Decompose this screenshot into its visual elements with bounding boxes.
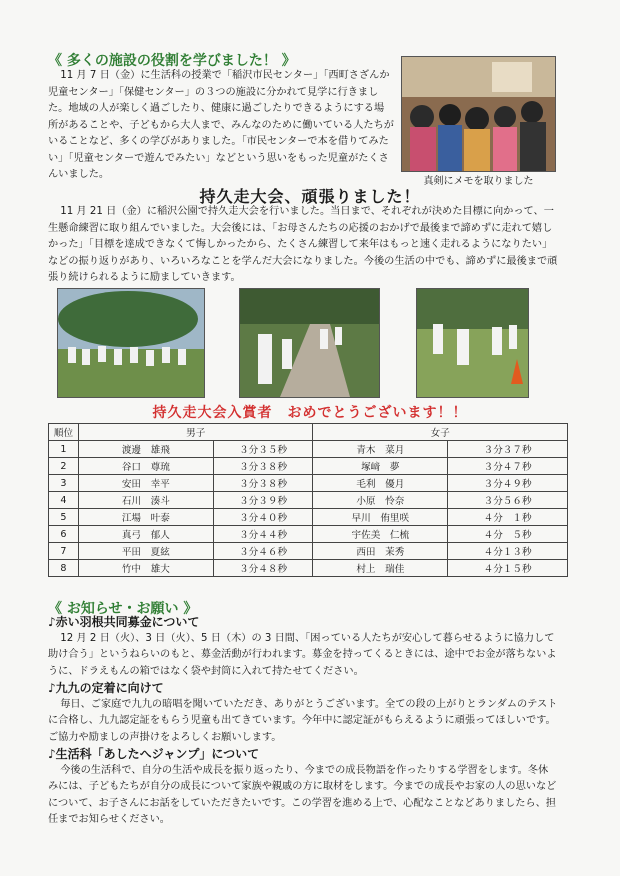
girl-name-cell: 塚﨑 夢 [313, 458, 448, 475]
girl-name-cell: 小原 怜奈 [313, 492, 448, 509]
boy-name-cell: 谷口 尊琉 [78, 458, 213, 475]
girl-time-cell: ３分４９秒 [448, 475, 568, 492]
rank-cell: 2 [49, 458, 79, 475]
section2-heading: 持久走大会、頑張りました！ [199, 187, 421, 206]
boy-name-cell: 石川 湊斗 [78, 492, 213, 509]
boy-name-cell: 平田 夏絃 [78, 543, 213, 560]
section1-heading: 《 多くの施設の役割を学びました！ 》 [48, 53, 296, 69]
boy-name-cell: 江場 叶泰 [78, 509, 213, 526]
race-photo-3 [416, 288, 529, 398]
girl-time-cell: ４分 ５秒 [448, 526, 568, 543]
boy-time-cell: ３分３５秒 [213, 441, 313, 458]
girl-name-cell: 村上 瑞佳 [313, 560, 448, 577]
rank-header: 順位 [49, 424, 79, 441]
girl-time-cell: ４分１５秒 [448, 560, 568, 577]
table-row [49, 441, 568, 458]
table-row [49, 560, 568, 577]
girl-time-cell: ３分４７秒 [448, 458, 568, 475]
notice-title-multiplication: ♪九九の定着に向けて [48, 681, 164, 695]
rank-cell: 8 [49, 560, 79, 577]
table-row [49, 543, 568, 560]
notice-body-multiplication: 毎日、ご家庭で九九の暗唱を聞いていただき、ありがとうございます。全ての段の上がりとランダムのテストに合格し、九九認定証をもらう児童も出てきています。今年中に認定証がもらえるように頑張ってほしいです。ご協力や励ましの声掛けをよろしくお願いします。 [48, 698, 558, 743]
rank-cell: 5 [49, 509, 79, 526]
girl-name-cell: 毛利 優月 [313, 475, 448, 492]
table-row [49, 458, 568, 475]
boy-time-cell: ３分４０秒 [213, 509, 313, 526]
boy-time-cell: ３分３８秒 [213, 458, 313, 475]
race-photo-1 [57, 288, 205, 398]
winners-title: 持久走大会入賞者 おめでとうございます！！ [152, 405, 468, 421]
table-row [49, 475, 568, 492]
rank-cell: 3 [49, 475, 79, 492]
girl-time-cell: ３分５６秒 [448, 492, 568, 509]
notice-title-fund: ♪赤い羽根共同募金について [48, 615, 200, 629]
boy-time-cell: ３分４８秒 [213, 560, 313, 577]
notice-body-fund: 12 月 2 日（火）、3 日（火）、5 日（木）の 3 日間、「困っている人たちが安心して暮らせるように協力して助け合う」というねらいのもと、募金活動が行われます。募金を持ってくるときには、途中でお金が落ちないように、ドラえもんの箱ではなく袋や封筒に入れて持たせてください。 [48, 632, 557, 677]
boy-time-cell: ３分３９秒 [213, 492, 313, 509]
boy-name-cell: 安田 幸平 [78, 475, 213, 492]
table-header-row [49, 424, 568, 441]
girl-name-cell: 早川 侑里咲 [313, 509, 448, 526]
facility-visit-photo [401, 56, 556, 172]
race-photo-2 [239, 288, 380, 398]
notices-heading: 《 お知らせ・お願い 》 [48, 601, 198, 617]
boy-name-cell: 竹中 雄大 [78, 560, 213, 577]
boy-time-cell: ３分４６秒 [213, 543, 313, 560]
rank-cell: 1 [49, 441, 79, 458]
girl-name-cell: 宇佐美 仁梳 [313, 526, 448, 543]
winners-table [48, 423, 568, 577]
girl-name-cell: 青木 菜月 [313, 441, 448, 458]
boy-name-cell: 真弓 郁人 [78, 526, 213, 543]
section1-paragraph: 11 月 7 日（金）に生活科の授業で「稲沢市民センター」「西町さざんか児童センター」「保健センター」の３つの施設に分かれて見学に行きました。地域の人が楽しく過ごしたり、健康に過ごしたりできるようにする場所があることや、子どもから大人まで、みんなのために働いている人たちがいることなど、多くの学びがありました。「市民センターで本を借りてみたい」「児童センターで遊んでみたい」などという思いをもった児童がたくさんいました。 [48, 70, 394, 180]
rank-cell: 6 [49, 526, 79, 543]
boy-time-cell: ３分４４秒 [213, 526, 313, 543]
table-row [49, 492, 568, 509]
notice-title-jump: ♪生活科「あしたへジャンプ」について [48, 747, 260, 761]
boys-header: 男子 [78, 424, 313, 441]
facility-photo-caption: 真剣にメモを取りました [423, 176, 534, 187]
notice-body-jump: 今後の生活科で、自分の生活や成長を振り返ったり、今までの成長物語を作ったりする学習をします。冬休みには、子どもたちが自分の成長について家族や親戚の方に取材をします。今までの成長やお家の人の思いなどについて、お子さんにお話をしていただきたいです。この学習を進める上で、心配なことなどありましたら、担任までお知らせください。 [48, 764, 557, 825]
rank-cell: 7 [49, 543, 79, 560]
girl-time-cell: ４分 １秒 [448, 509, 568, 526]
section2-paragraph: 11 月 21 日（金）に稲沢公園で持久走大会を行いました。当日まで、それぞれが決めた目標に向かって、一生懸命練習に取り組んでいました。大会後には、「お母さんたちの応援のおかげで最後まで諦めずに走れて嬉しかった」「目標を達成できなくて悔しかったから、たくさん練習して来年はもっと速く走れるようになりたい」などの振り返りがあり、いろいろなことを学んだ大会になりました。今後の生活の中でも、諦めずに最後まで頑張り続けられるように励ましていきます。 [48, 206, 558, 283]
notices-body [48, 614, 558, 829]
girl-time-cell: ３分３７秒 [448, 441, 568, 458]
girl-name-cell: 西田 茉秀 [313, 543, 448, 560]
girls-header: 女子 [313, 424, 568, 441]
boy-name-cell: 渡邊 雄飛 [78, 441, 213, 458]
boy-time-cell: ３分３８秒 [213, 475, 313, 492]
rank-cell: 4 [49, 492, 79, 509]
table-row [49, 509, 568, 526]
table-row [49, 526, 568, 543]
girl-time-cell: ４分１３秒 [448, 543, 568, 560]
